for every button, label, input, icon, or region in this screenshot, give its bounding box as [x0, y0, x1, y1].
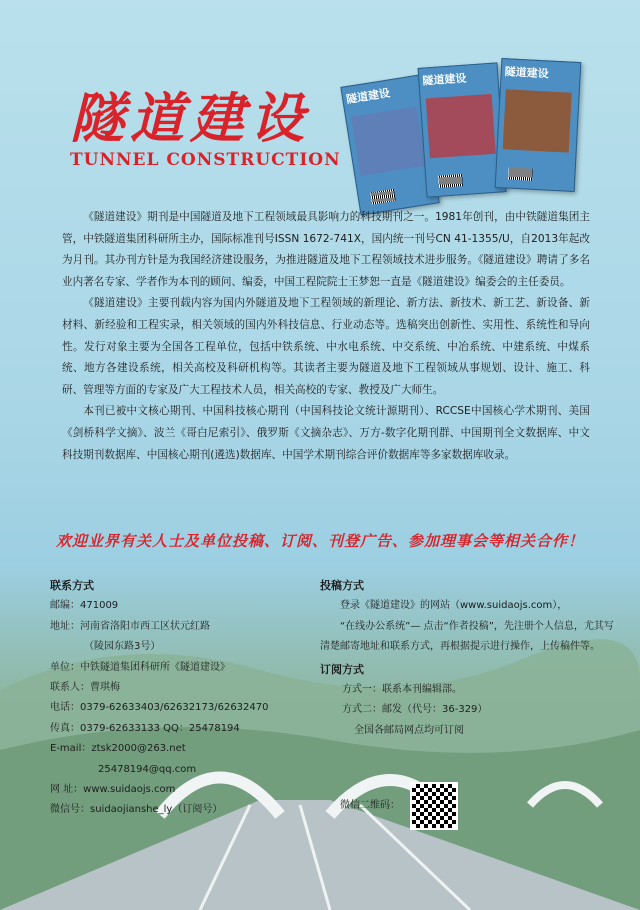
cover-title: 隧道建设 — [422, 71, 467, 88]
contact-title: 联系方式 — [50, 579, 94, 592]
subscription-option: 方式二：邮发（代号：36-329） — [342, 704, 488, 716]
journal-introduction — [62, 207, 590, 466]
phone: 电话：0379-62633403/62632173/62632470 — [50, 702, 269, 714]
postcode: 邮编：471009 — [50, 600, 119, 612]
email-alt[interactable]: 25478194@qq.com — [98, 763, 197, 775]
barcode-icon — [438, 174, 463, 188]
subscription-option: 方式一：联系本刊编辑部。 — [342, 684, 462, 696]
cover-title: 隧道建设 — [345, 86, 391, 107]
subscription-note: 全国各邮局网点均可订阅 — [354, 724, 464, 736]
cover-image — [503, 89, 572, 152]
wechat-id: 微信号：suidaojianshe_ly（订阅号） — [50, 804, 223, 816]
contact-section — [50, 576, 290, 821]
submission-title: 投稿方式 — [320, 579, 364, 592]
brand-logo — [70, 88, 341, 170]
magazine-covers — [345, 55, 590, 195]
wechat-qr-code-icon[interactable] — [410, 782, 458, 830]
brand-title-cn: 隧道建设 — [70, 86, 310, 150]
barcode-icon — [370, 189, 396, 205]
intro-paragraph: 本刊已被中文核心期刊、中国科技核心期刊（中国科技论文统计源期刊）、RCCSE中国核心学术期刊、美国《剑桥科学文摘》、波兰《哥白尼索引》、俄罗斯《文摘杂志》、万方-数字化期刊群、中国期刊全文数据库、中文科技期刊数据库、中国核心期刊(遴选)数据库、中国学术期刊综合评价数据库等多家数据库收录。 — [62, 405, 590, 461]
cover-title: 隧道建设 — [504, 65, 550, 81]
cover-image — [351, 106, 426, 176]
address-detail: （陵园东路3号） — [84, 641, 161, 653]
submission-section — [320, 576, 620, 741]
barcode-icon — [508, 168, 533, 181]
submission-step: 登录《隧道建设》的网站（www.suidaojs.com）， — [340, 600, 568, 612]
email[interactable]: E-mail：ztsk2000@263.net — [50, 743, 186, 755]
welcome-slogan: 欢迎业界有关人士及单位投稿、订阅、刊登广告、参加理事会等相关合作！ — [55, 532, 584, 550]
qr-label: 微信二维码： — [340, 800, 400, 811]
organization: 单位：中铁隧道集团科研所《隧道建设》 — [50, 661, 230, 673]
cover-image — [426, 94, 496, 158]
fax-qq: 传真：0379-62633133 QQ：25478194 — [50, 722, 240, 734]
brand-title-en: TUNNEL CONSTRUCTION — [70, 150, 341, 170]
submission-step: “在线办公系统”— 点击“作者投稿”，先注册个人信息，尤其写清楚邮寄地址和联系方式，再根据提示进行操作，上传稿件等。 — [320, 620, 614, 653]
intro-paragraph: 《隧道建设》期刊是中国隧道及地下工程领域最具影响力的科技期刊之一。1981年创刊，由中铁隧道集团主管，中铁隧道集团科研所主办，国际标准刊号ISSN 1672-741X，国内统一刊号CN 41-1355/U，自2013年起改为月刊。其办刊方针是为我国经济建设服务，为推进隧道及地下工程领域技术进步服务。《隧道建设》聘请了多名业内著名专家、学者作为本刊的顾问、编委，中国工程院院士王梦恕一直是《隧道建设》编委会的主任委员。 — [62, 211, 590, 288]
address: 地址：河南省洛阳市西工区状元红路 — [50, 620, 210, 632]
subscription-title: 订阅方式 — [320, 662, 364, 676]
magazine-cover — [418, 62, 507, 197]
website[interactable]: 网 址：www.suidaojs.com — [50, 784, 176, 796]
magazine-cover — [495, 58, 582, 192]
intro-paragraph: 《隧道建设》主要刊载内容为国内外隧道及地下工程领域的新理论、新方法、新技术、新工艺、新设备、新材料、新经验和工程实录，相关领域的国内外科技信息、行业动态等。选稿突出创新性、实用性、系统性和导向性。发行对象主要为全国各工程单位，包括中铁系统、中水电系统、中交系统、中冶系统、中建系统、中煤系统、地方各建设系统，相关高校及科研机构等。其读者主要为隧道及地下工程领域从事规划、设计、施工、科研、管理等方面的专家及广大工程技术人员，相关高校的专家、教授及广大师生。 — [62, 297, 590, 396]
contact-person: 联系人：曹琪梅 — [50, 682, 120, 694]
